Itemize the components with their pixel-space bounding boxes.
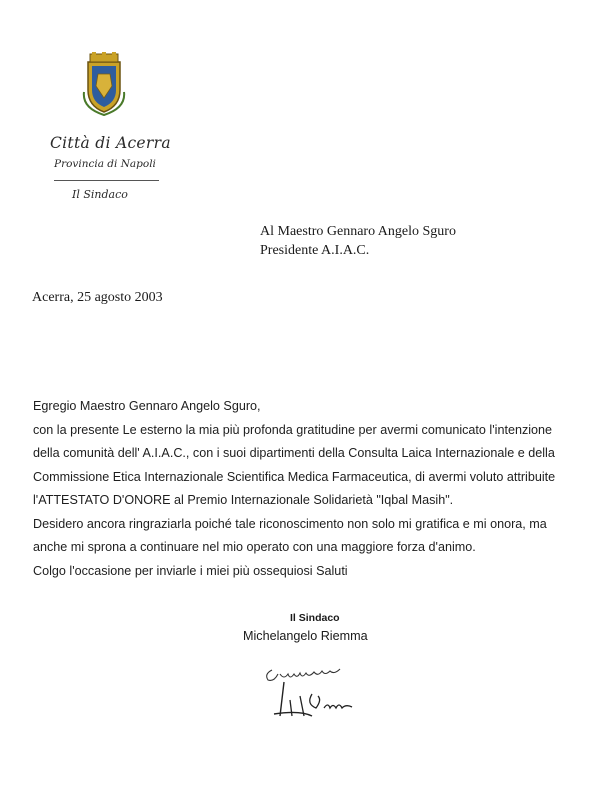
handwritten-signature xyxy=(260,660,400,730)
body-line: con la presente Le esterno la mia più profonda gratitudine per avermi comunicato l'intenzione xyxy=(33,422,553,437)
salutation: Egregio Maestro Gennaro Angelo Sguro, xyxy=(33,399,261,413)
letterhead-divider xyxy=(54,180,159,181)
signatory-name: Michelangelo Riemma xyxy=(243,629,368,643)
coat-of-arms-icon xyxy=(80,52,128,116)
body-line: Desidero ancora ringraziarla poiché tale riconoscimento non solo mi gratifica e mi onora, ma xyxy=(33,516,547,531)
recipient-title: Presidente A.I.A.C. xyxy=(260,243,370,258)
body-line: Colgo l'occasione per inviarle i miei più ossequiosi Saluti xyxy=(33,563,348,578)
body-line: della comunità dell' A.I.A.C., con i suoi dipartimenti della Consulta Laica Internazionale e della xyxy=(33,446,555,460)
body-line: l'ATTESTATO D'ONORE al Premio Internazionale Solidarietà "Iqbal Masih". xyxy=(33,493,454,507)
letterhead-office: Il Sindaco xyxy=(72,188,128,201)
body-line: anche mi sprona a continuare nel mio operato con una maggiore forza d'animo. xyxy=(33,540,476,554)
letter-date: Acerra, 25 agosto 2003 xyxy=(32,290,163,305)
recipient-name: Al Maestro Gennaro Angelo Sguro xyxy=(260,224,456,239)
signature-title: Il Sindaco xyxy=(290,612,340,624)
letterhead-province: Provincia di Napoli xyxy=(54,158,156,170)
letterhead-city: Città di Acerra xyxy=(50,134,171,152)
body-line: Commissione Etica Internazionale Scientifica Medica Farmaceutica, di avermi voluto attribuite xyxy=(33,469,556,484)
letter-body xyxy=(33,395,573,583)
